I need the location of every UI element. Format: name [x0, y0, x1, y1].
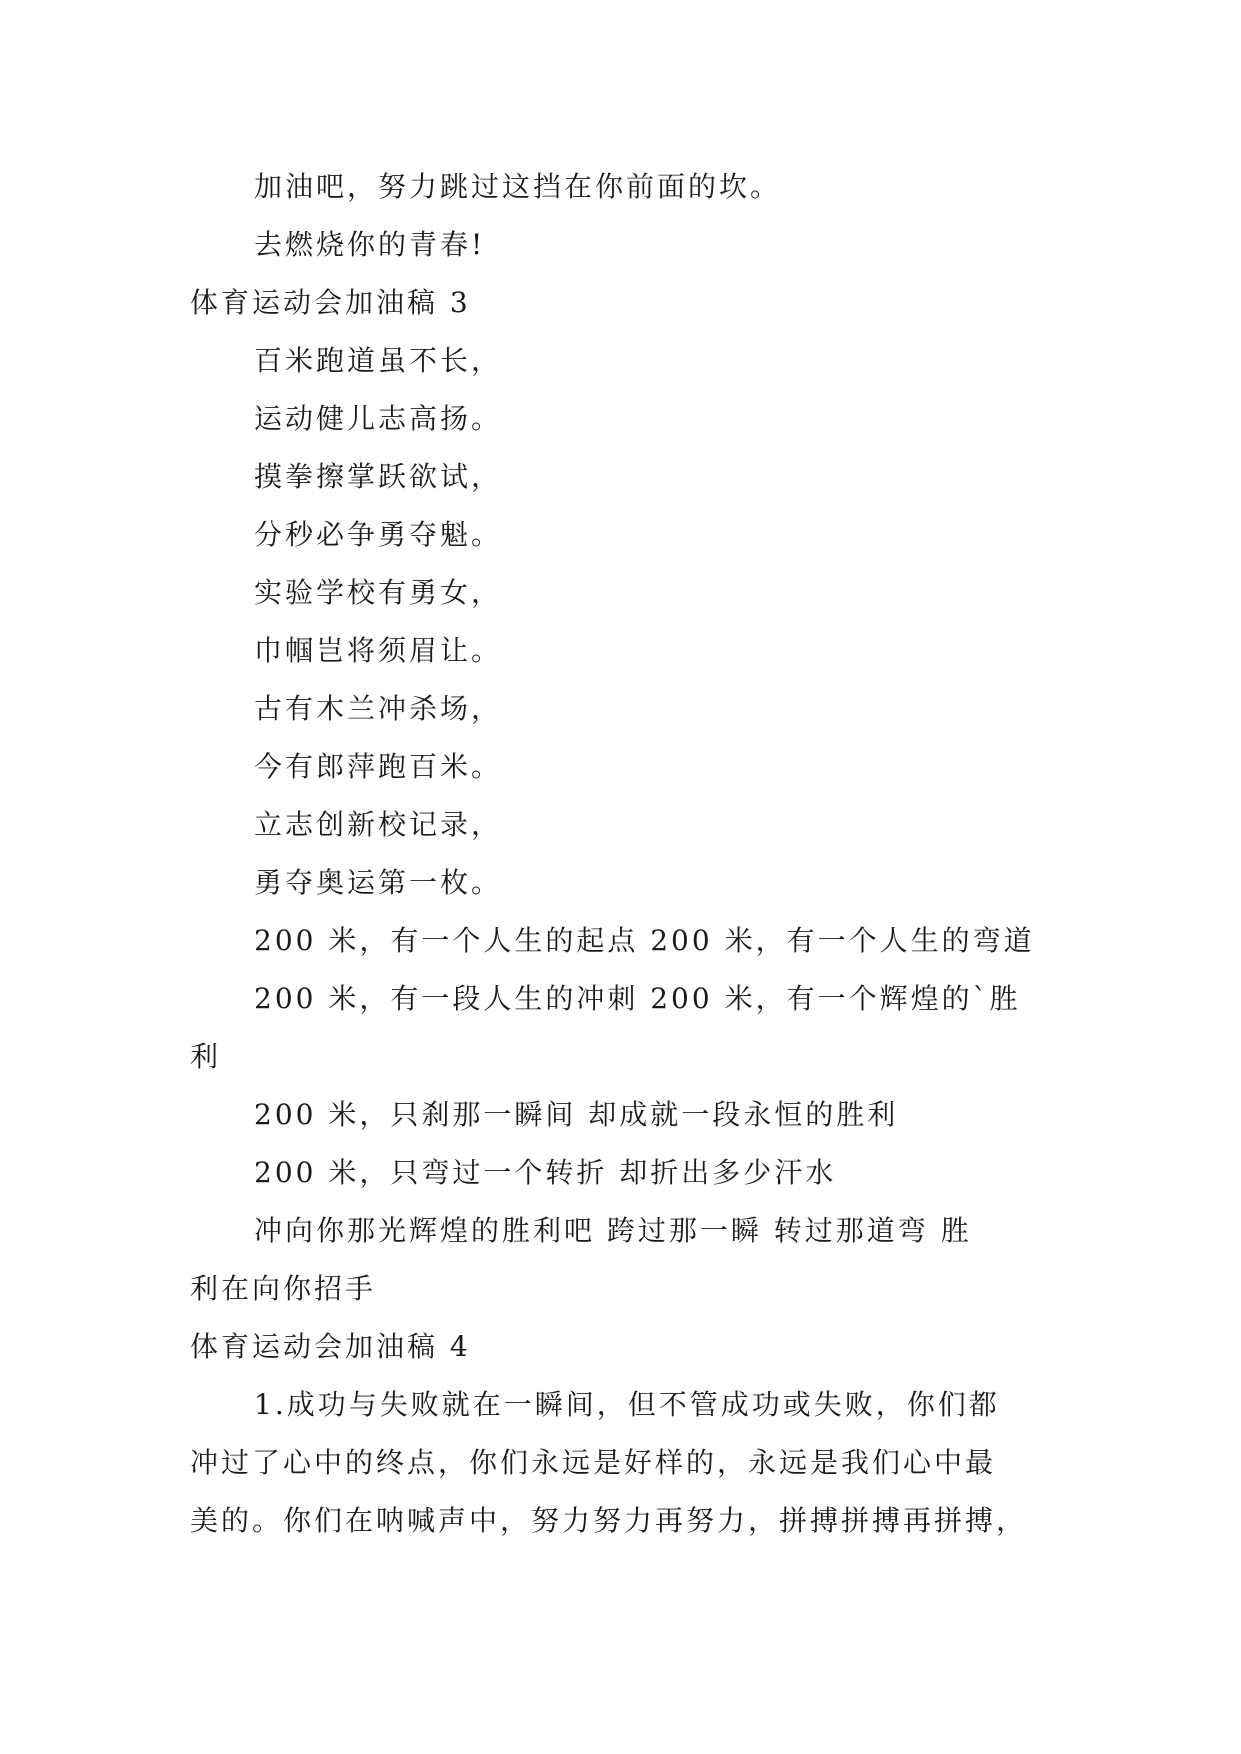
paragraph-line: 200 米，有一段人生的冲刺 200 米，有一个辉煌的`胜	[254, 982, 1021, 1015]
paragraph-line: 200 米，有一个人生的起点 200 米，有一个人生的弯道	[254, 924, 1035, 957]
paragraph-line-continued: 美的。你们在呐喊声中，努力努力再努力，拼搏拼搏再拼搏，	[190, 1504, 1028, 1537]
paragraph-line: 冲向你那光辉煌的胜利吧 跨过那一瞬 转过那道弯 胜	[254, 1214, 972, 1247]
paragraph-line: 200 米，只刹那一瞬间 却成就一段永恒的胜利	[254, 1098, 899, 1131]
paragraph-line: 加油吧，努力跳过这挡在你前面的坎。	[254, 170, 782, 203]
paragraph-line-continued: 利在向你招手	[190, 1272, 377, 1305]
section-heading: 体育运动会加油稿 3	[190, 286, 471, 319]
poem-line: 古有木兰冲杀场，	[254, 692, 503, 725]
poem-line: 今有郎萍跑百米。	[254, 750, 503, 783]
poem-line: 实验学校有勇女，	[254, 576, 503, 609]
poem-line: 立志创新校记录，	[254, 808, 503, 841]
poem-line: 运动健儿志高扬。	[254, 402, 503, 435]
poem-line: 百米跑道虽不长，	[254, 344, 503, 377]
paragraph-line-continued: 利	[190, 1040, 222, 1073]
document-body	[190, 158, 1058, 1550]
paragraph-line: 1.成功与失败就在一瞬间，但不管成功或失败，你们都	[254, 1388, 1000, 1421]
poem-line: 分秒必争勇夺魁。	[254, 518, 503, 551]
section-heading: 体育运动会加油稿 4	[190, 1330, 471, 1363]
paragraph-line: 200 米，只弯过一个转折 却折出多少汗水	[254, 1156, 837, 1189]
paragraph-line: 去燃烧你的青春!	[254, 228, 486, 261]
poem-line: 摸拳擦掌跃欲试，	[254, 460, 503, 493]
paragraph-line-continued: 冲过了心中的终点，你们永远是好样的，永远是我们心中最	[190, 1446, 997, 1479]
poem-line: 巾帼岂将须眉让。	[254, 634, 503, 667]
poem-line: 勇夺奥运第一枚。	[254, 866, 503, 899]
